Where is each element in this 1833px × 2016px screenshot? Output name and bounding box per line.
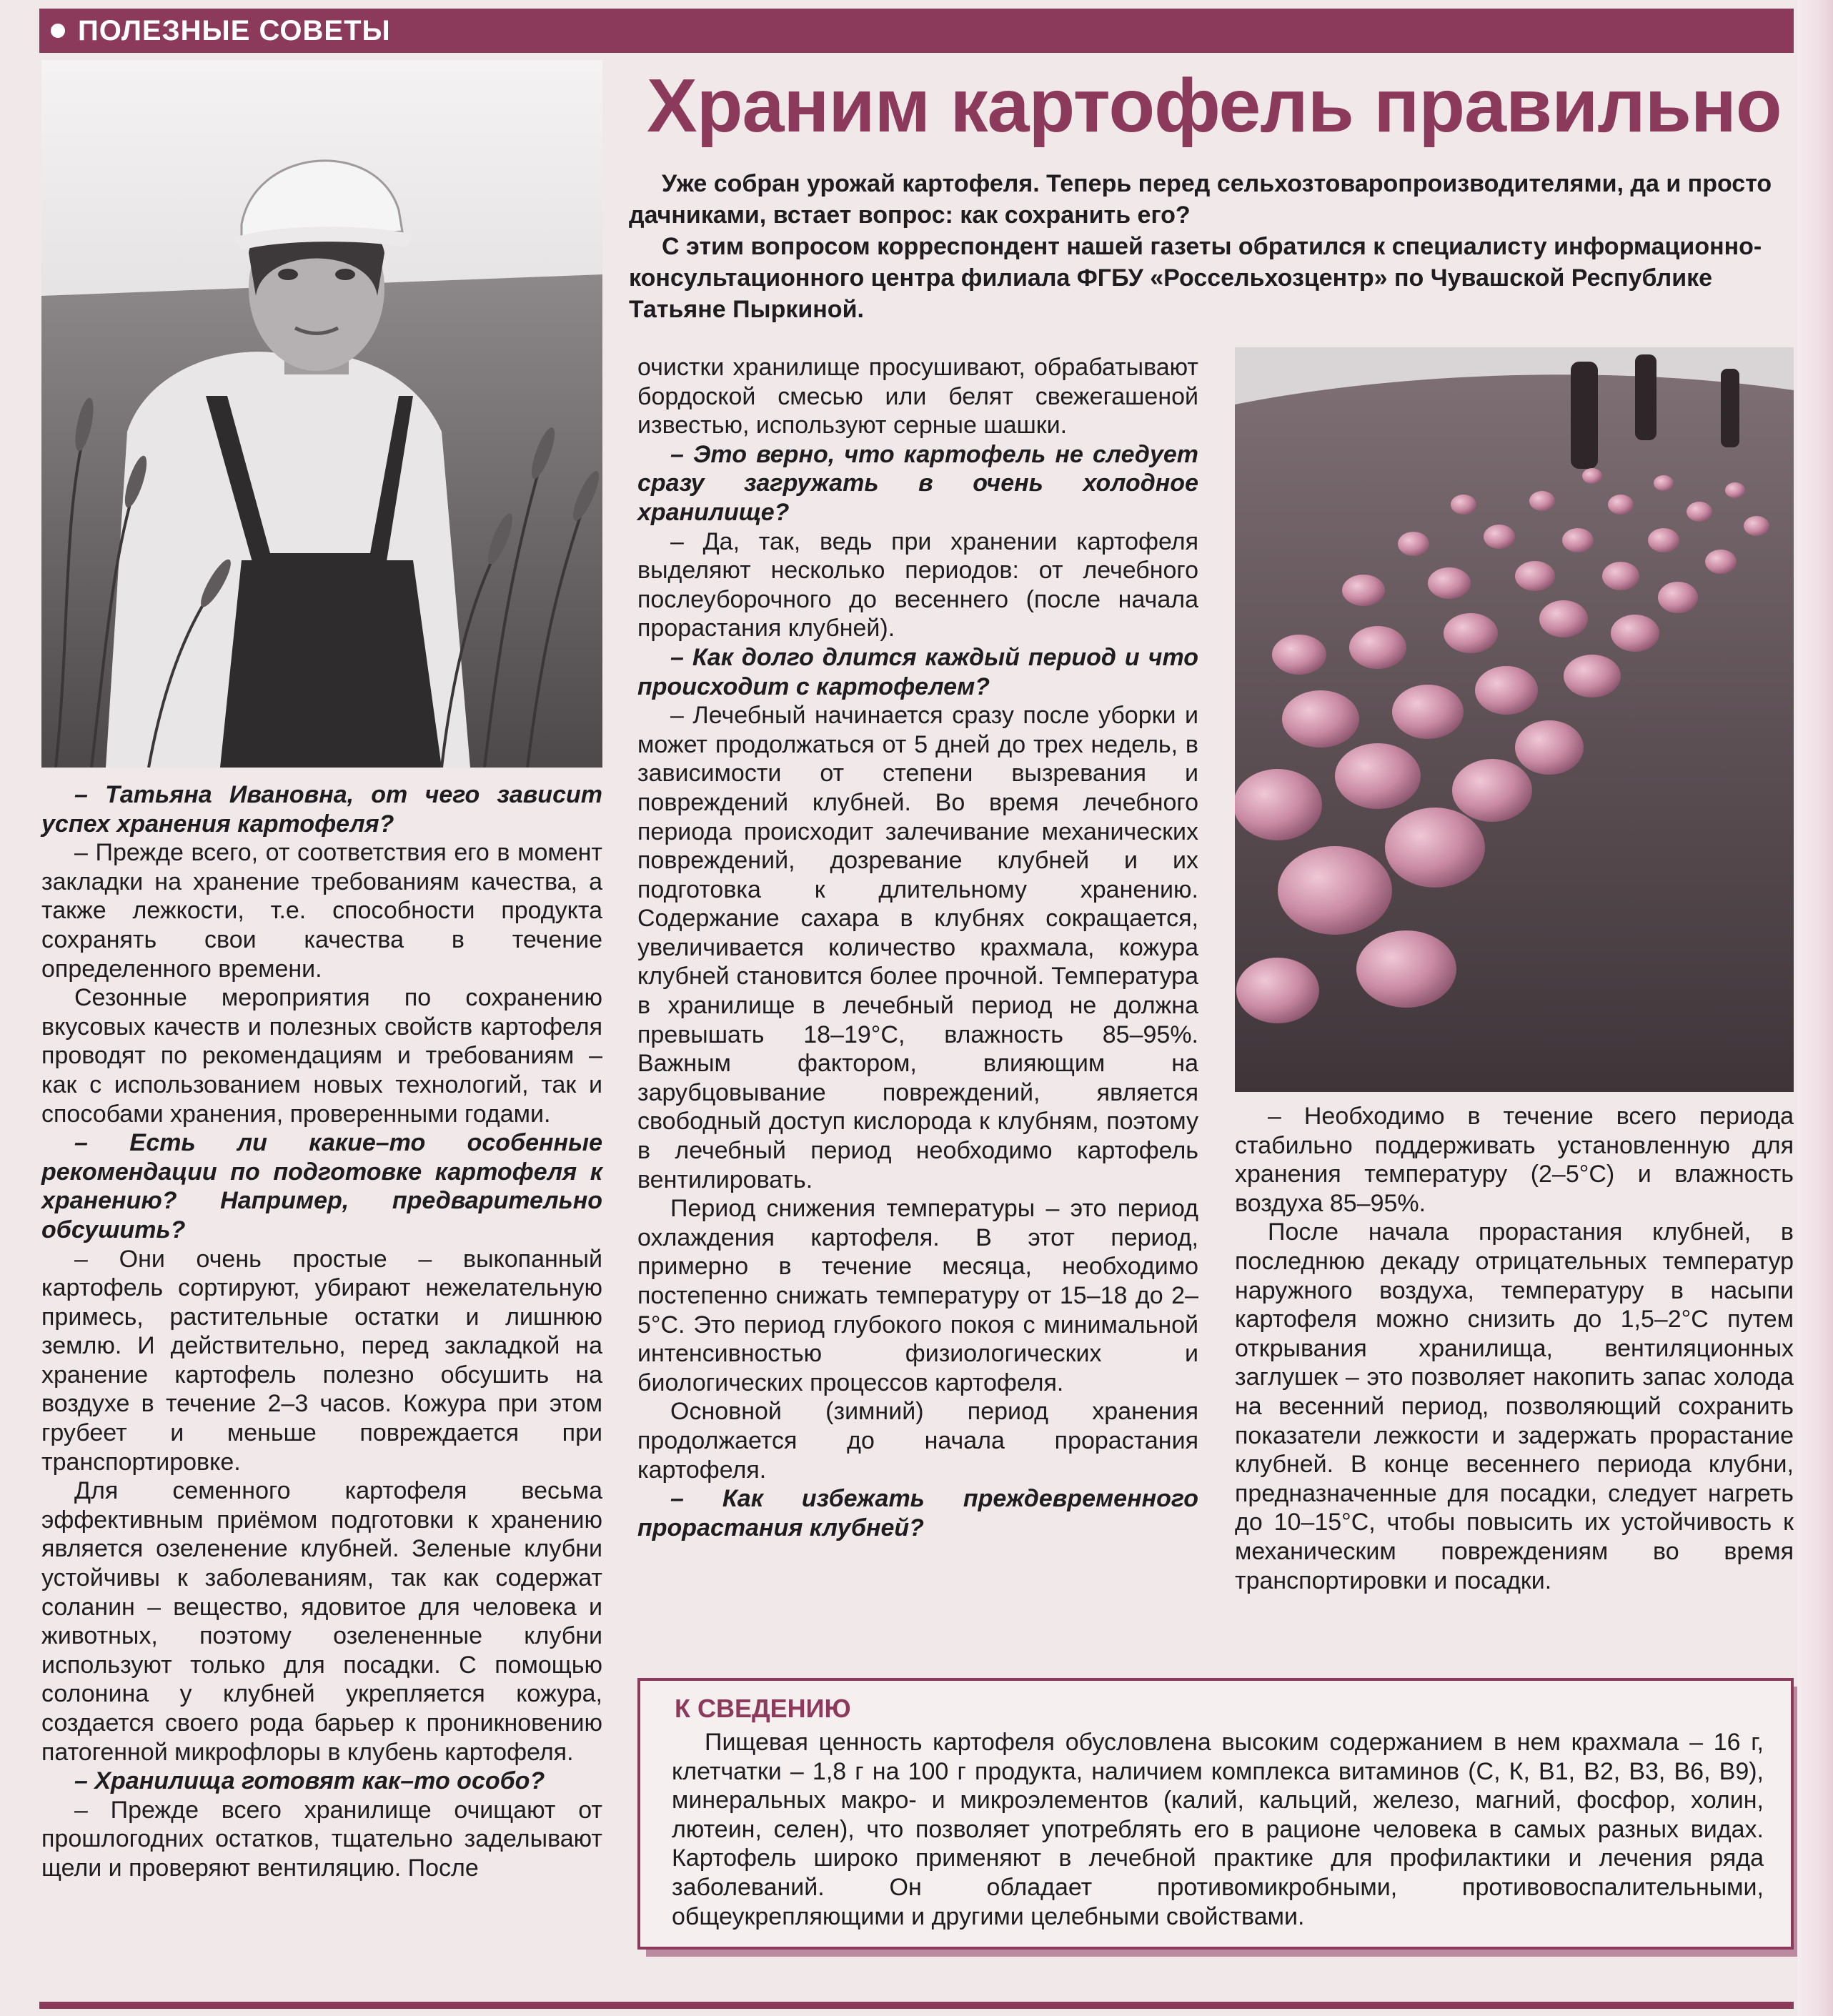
interview-question: – Это верно, что картофель не следует сразу загружать в очень холодное хранилище?	[637, 440, 1198, 526]
paper-edge	[1797, 0, 1833, 2016]
potato-harvest-image	[1235, 347, 1794, 1092]
paragraph: Основной (зимний) период хранения продолжается до начала прорастания картофеля.	[637, 1398, 1198, 1484]
interview-question: – Татьяна Ивановна, от чего зависит успех хранения картофеля?	[41, 781, 602, 838]
info-box-title: К СВЕДЕНИЮ	[675, 1694, 851, 1723]
interview-question: – Хранилища готовят как–то особо?	[74, 1767, 545, 1795]
info-box	[637, 1678, 1794, 1950]
interview-answer: – Они очень простые – выкопанный картофель сортируют, убирают нежелательную примесь, растительные остатки и лишнюю землю. И действительно, перед закладкой на хранение картофель полезно обсушить на воздухе в течение 2–3 часов. Кожура при этом грубеет и меньше повреждается при транспортировке.	[41, 1245, 602, 1476]
lead-paragraph: Уже собран урожай картофеля. Теперь перед сельхозтоваропроизводителями, да и просто дачниками, встает вопрос: как сохранить его?	[629, 170, 1772, 229]
interview-answer: – Да, так, ведь при хранении картофеля выделяют несколько периодов: от лечебного послеуборочного до весеннего (после начала прорастания клубней).	[637, 527, 1198, 642]
paragraph: После начала прорастания клубней, в последнюю декаду отрицательных температур наружного воздуха, температуру в насыпи картофеля можно снизить до 1,5–2°С путем открывания хранилища, вентиляционных заглушек – это позволяет накопить запас холода на весенний период, позволяющий сохранить показатели лежкости и задержать прорастание клубней. В конце весеннего периода клубни, предназначенные для посадки, следует нагреть до 10–15°С, чтобы повысить их устойчивость к механическим повреждениям во время транспортировки и посадки.	[1235, 1218, 1794, 1594]
interview-answer: – Необходимо в течение всего периода стабильно поддерживать установленную для хранения температуру (2–5°С) и влажность воздуха 85–95%.	[1235, 1103, 1794, 1217]
interview-question: – Как долго длится каждый период и что происходит с картофелем?	[637, 643, 1198, 700]
column-1	[41, 780, 602, 1883]
column-3	[1235, 1102, 1794, 1595]
bullet-icon	[51, 24, 65, 38]
photo-woman	[41, 60, 602, 768]
article-headline: Храним картофель правильно	[647, 64, 1782, 148]
bottom-rule	[39, 2002, 1794, 2009]
section-header	[39, 9, 1794, 53]
paragraph: Период снижения температуры – это период охлаждения картофеля. В этот период, примерно в течение месяца, необходимо постепенно снижать температуру от 15–18 до 2–5°С. Это период глубокого покоя с минимальной интенсивностью физиологических и биологических процессов картофеля.	[637, 1195, 1198, 1396]
paragraph: Сезонные мероприятия по сохранению вкусовых качеств и полезных свойств картофеля проводят по рекомендациям и требованиям – как с использованием новых технологий, так и способами хранения, проверенными годами.	[41, 984, 602, 1128]
interview-answer: – Прежде всего, от соответствия его в момент закладки на хранение требованиям качества, а также лежкости, т.е. способности продукта сохранять свои качества в течение определенного времени.	[41, 839, 602, 983]
woman-in-field-image	[41, 60, 602, 768]
interview-question: – Есть ли какие–то особенные рекомендации по подготовке картофеля к хранению? Например, предварительно обсушить?	[41, 1129, 602, 1243]
paragraph-continued: очистки хранилище просушивают, обрабатывают бордоской смесью или белят свежегашеной известью, используют серные шашки.	[637, 354, 1198, 440]
article-lead	[629, 168, 1794, 325]
paragraph: Для семенного картофеля весьма эффективным приёмом подготовки к хранению является озеленение клубней. Зеленые клубни устойчивы к заболеваниям, так как содержат соланин – вещество, ядовитое для человека и животных, поэтому озелененные клубни используют только для посадки. С помощью солонина у клубней укрепляется кожура, создается своего рода барьер к проникновению патогенной микрофлоры в клубень картофеля.	[41, 1477, 602, 1766]
interview-answer: – Лечебный начинается сразу после уборки и может продолжаться от 5 дней до трех недель, в зависимости от степени вызревания и повреждений клубней. Во время лечебного периода происходит залечивание механических повреждений, дозревание клубней и их подготовка к длительному хранению. Содержание сахара в клубнях сокращается, увеличивается количество крахмала, кожура клубней становится более прочной. Температура в хранилище в лечебный период не должна превышать 18–19°С, влажность 85–95%. Важным фактором, влияющим на зарубцовывание повреждений, является свободный доступ кислорода к клубням, поэтому в лечебный период необходимо картофель вентилировать.	[637, 702, 1198, 1193]
lead-paragraph: С этим вопросом корреспондент нашей газеты обратился к специалисту информационно-консультационного центра филиала ФГБУ «Россельхозцентр» по Чувашской Республике Татьяне Пыркиной.	[629, 233, 1762, 323]
column-2	[637, 353, 1198, 1542]
interview-answer: – Прежде всего хранилище очищают от прошлогодних остатков, тщательно заделывают щели и проверяют вентиляцию. После	[41, 1796, 602, 1882]
photo-potatoes	[1235, 347, 1794, 1092]
interview-question: – Как избежать преждевременного прорастания клубней?	[637, 1485, 1198, 1541]
section-label: ПОЛЕЗНЫЕ СОВЕТЫ	[78, 14, 391, 46]
info-box-text: Пищевая ценность картофеля обусловлена высоким содержанием в нем крахмала – 16 г, клетчатки – 1,8 г на 100 г продукта, наличием комплекса витаминов (С, К, В1, В2, В3, В6, В9), минеральных макро- и микроэлементов (калий, кальций, железо, магний, фосфор, холин, лютеин, селен), что позволяет употреблять его в рационе человека в самых разных видах. Картофель широко применяют в лечебной практике для профилактики и лечения ряда заболеваний. Он обладает противомикробными, противовоспалительными, общеукрепляющими и другими целебными свойствами.	[672, 1729, 1764, 1930]
